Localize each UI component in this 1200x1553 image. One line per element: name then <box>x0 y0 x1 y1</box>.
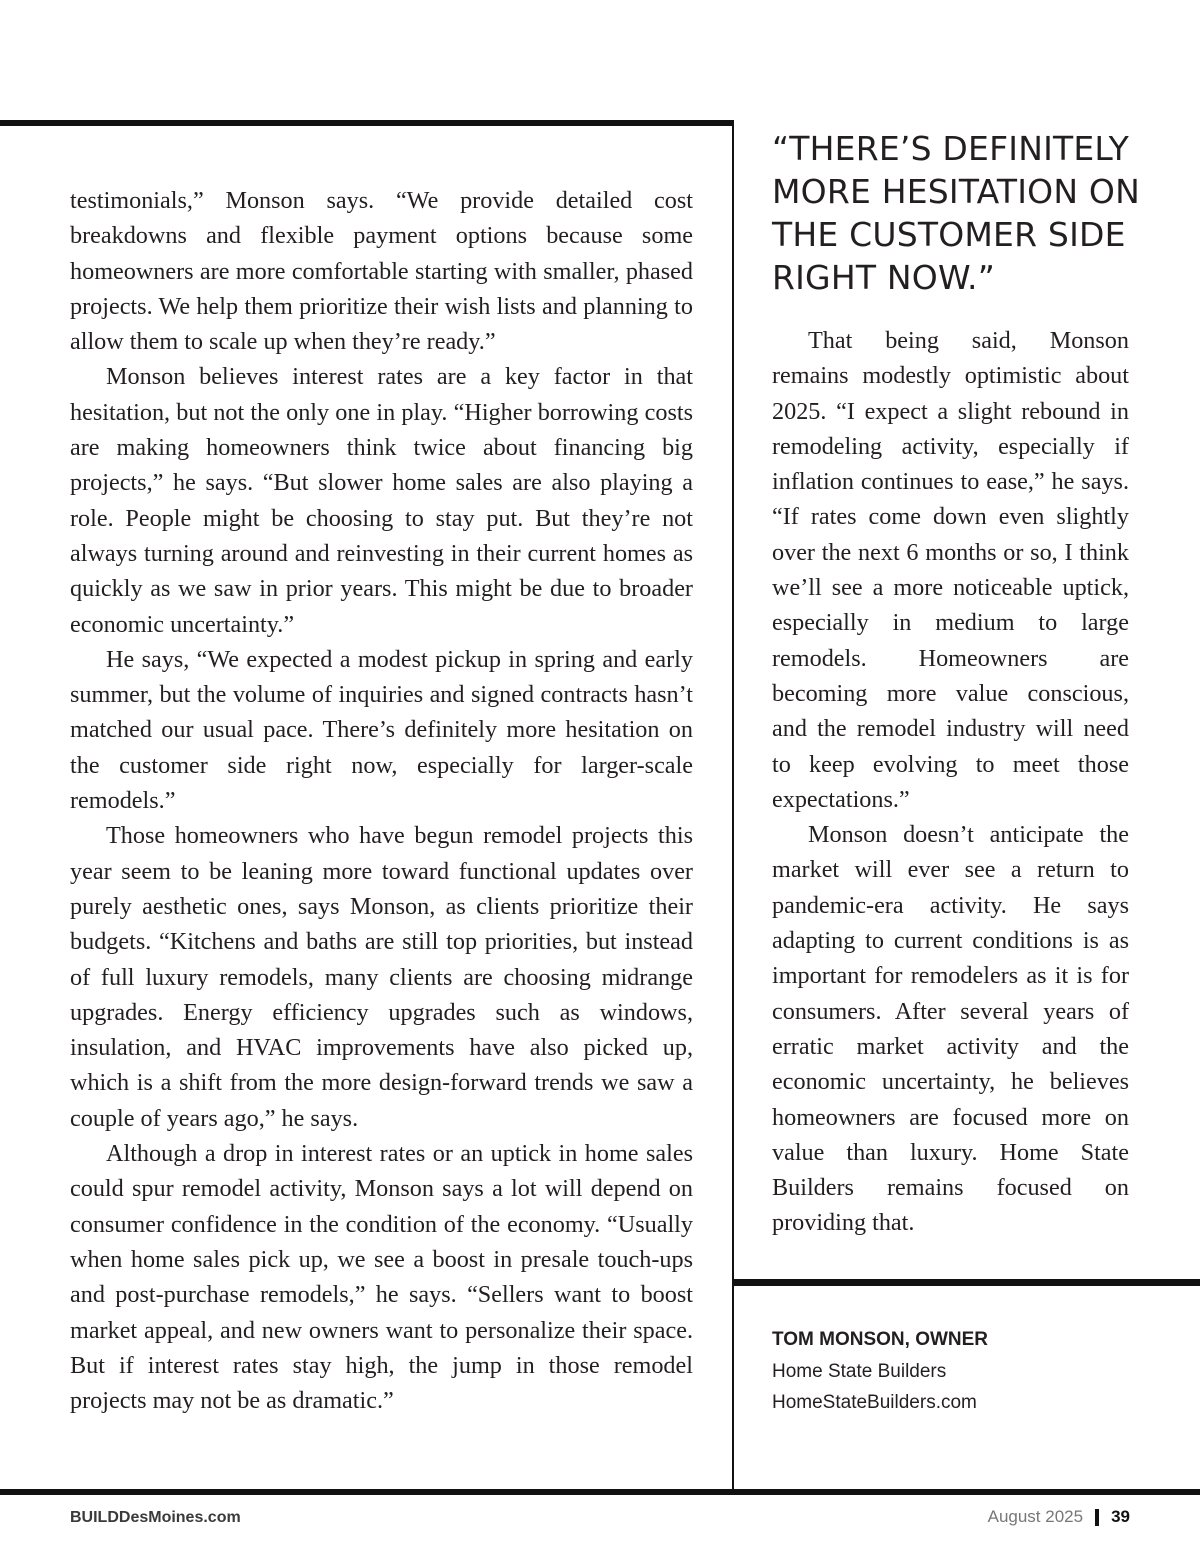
body-paragraph: He says, “We expected a modest pickup in spring and early summer, but the volume of inquiries and signed contracts hasn’t matched our usual pace. There’s definitely more hesitation on the customer side right now, especially for larger-scale remodels.” <box>70 645 693 815</box>
column-divider <box>732 120 734 1492</box>
author-website: HomeStateBuilders.com <box>772 1392 977 1413</box>
body-paragraph: Monson believes interest rates are a key factor in that hesitation, but not the only one in play. “Higher borrowing costs are making homeowners think twice about financing big projects,” he says. “But slower home sales are also playing a role. People might be choosing to stay put. But they’re not always turning around and reinvesting in their current homes as quickly as we saw in prior years. This might be due to broader economic uncertainty.” <box>70 363 693 638</box>
left-column <box>70 183 693 1418</box>
footer-rule <box>0 1489 1200 1495</box>
pull-quote: “THERE’S DEFINITELY MORE HESITATION ON THE CUSTOMER SIDE RIGHT NOW.” <box>772 129 1140 297</box>
top-rule <box>0 120 734 126</box>
body-paragraph: Monson doesn’t anticipate the market will ever see a return to pandemic-era activity. He says adapting to current conditions is as important for remodelers as it is for consumers. After several years of erratic market activity and the economic uncertainty, he believes homeowners are focused more on value than luxury. Home State Builders remains focused on providing that. <box>772 821 1129 1237</box>
body-paragraph: That being said, Monson remains modestly optimistic about 2025. “I expect a slight rebound in remodeling activity, especially if inflation continues to ease,” he says. “If rates come down even slightly over the next 6 months or so, I think we’ll see a more noticeable uptick, especially in medium to large remodels. Homeowners are becoming more value conscious, and the remodel industry will need to keep evolving to meet those expectations.” <box>772 327 1129 813</box>
body-paragraph: testimonials,” Monson says. “We provide detailed cost breakdowns and flexible payment options because some homeowners are more comfortable starting with smaller, phased projects. We help them prioritize their wish lists and planning to allow them to scale up when they’re ready.” <box>70 187 693 356</box>
author-name: TOM MONSON, OWNER <box>772 1329 989 1350</box>
footer-issue-date: August 2025 <box>987 1507 1084 1526</box>
author-company: Home State Builders <box>772 1360 947 1382</box>
body-paragraph: Although a drop in interest rates or an uptick in home sales could spur remodel activity, Monson says a lot will depend on consumer confidence in the condition of the economy. “Usually when home sales pick up, we see a boost in presale touch-ups and post-purchase remodels,” he says. “Sellers want to boost market appeal, and new owners want to personalize their space. But if interest rates stay high, the jump in those remodel projects may not be as dramatic.” <box>70 1140 693 1415</box>
body-paragraph: Those homeowners who have begun remodel projects this year seem to be leaning more toward functional updates over purely aesthetic ones, says Monson, as clients prioritize their budgets. “Kitchens and baths are still top priorities, but instead of full luxury remodels, many clients are choosing midrange upgrades. Energy efficiency upgrades such as windows, insulation, and HVAC improvements have also picked up, which is a shift from the more design-forward trends we saw a couple of years ago,” he says. <box>70 822 693 1132</box>
signature-rule <box>732 1279 1200 1286</box>
right-column <box>772 323 1129 1241</box>
page-number: 39 <box>1111 1507 1130 1526</box>
folio-divider <box>1095 1509 1099 1526</box>
footer-folio <box>988 1507 1130 1527</box>
footer-site: BUILDDesMoines.com <box>70 1509 241 1526</box>
author-signature <box>772 1324 1172 1419</box>
